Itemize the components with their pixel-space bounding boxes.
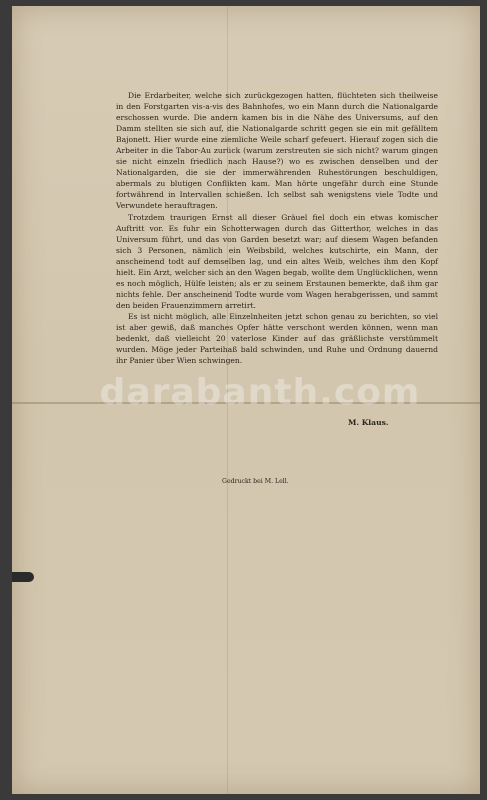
paragraph-2: Trotzdem traurigen Ernst all dieser Gräuel fiel doch ein etwas komischer Auftritt vor. Es fuhr ein Schotterwagen durch das Gitterthor, welches in das Universum führt, und das von Garden besetzt war; auf diesem Wagen befanden sich 3 Personen, nämlich ein Weibsbild, welches kutschirte, ein Mann, der anscheinend todt auf demselben lag, und ein altes Weib, welches ihm den Kopf hielt. Ein Arzt, welcher sich an den Wagen begab, wollte dem Unglücklichen, wenn es noch möglich, Hülfe leisten; als er zu seinem Erstaunen bemerkte, daß ihm gar nichts fehle. Der anscheinend Todte wurde vom Wagen herabgerissen, und sammt den beiden Frauenzimmern arretirt.	[116, 212, 438, 310]
paragraph-1: Die Erdarbeiter, welche sich zurückgezogen hatten, flüchteten sich theilweise in den Forstgarten vis-a-vis des Bahnhofes, wo ein Mann durch die Nationalgarde erschossen wurde. Die andern kamen bis in die Nähe des Universums, auf den Damm stellten sie sich auf, die Nationalgarde schritt gegen sie ein mit gefälltem Bajonett. Hier wurde eine ziemliche Weile scharf gefeuert. Hierauf zogen sich die Arbeiter in die Tabor-Au zurück (warum zerstreuten sie sich nicht? warum gingen sie nicht einzeln friedlich nach Hause?) wo es zwischen denselben und der Nationalgarden, die sie der immerwährenden Ruhestörungen beschuldigen, abermals zu blutigen Conflikten kam. Man hörte ungefähr durch eine Stunde fortwährend in Intervallen schießen. Ich selbst sah wenigstens viele Todte und Verwundete herauftragen.	[116, 91, 438, 211]
paper-tear	[12, 572, 34, 582]
signature: M. Klaus.	[348, 418, 389, 427]
watermark-logo: darabanth.com	[99, 372, 421, 413]
document-body	[116, 90, 438, 366]
paragraph-3: Es ist nicht möglich, alle Einzelnheiten jetzt schon genau zu berichten, so viel ist aber gewiß, daß manches Opfer hätte verschont werden können, wenn man bedenkt, daß vielleicht 20 vaterlose Kinder auf das gräßlichste verstümmelt wurden. Möge jeder Parteihaß bald schwinden, und Ruhe und Ordnung dauernd ihr Panier über Wien schwingen.	[116, 311, 438, 366]
printer-imprint: Gedruckt bei M. Lell.	[222, 478, 289, 485]
